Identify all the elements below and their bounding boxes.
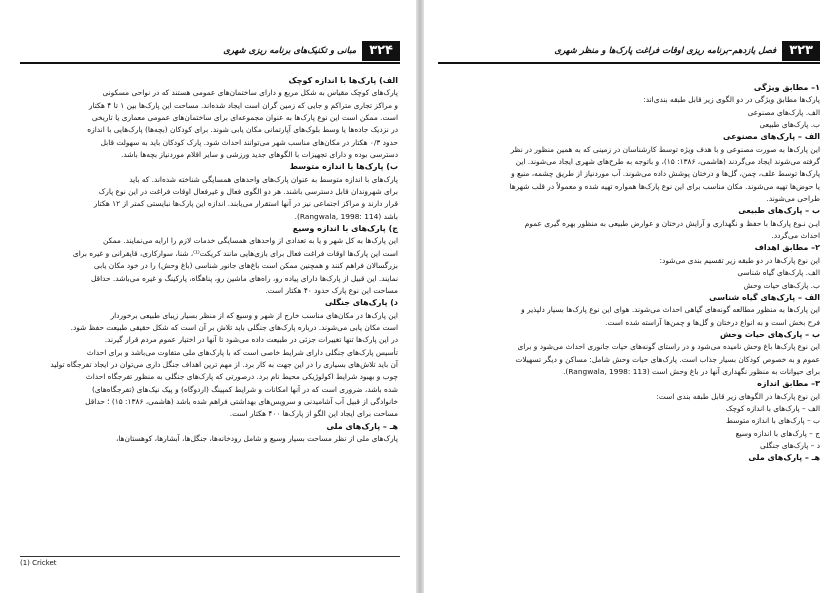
- text-line: فرح بخش است و به انواع درختان و گل‌ها و چمن‌ها آراسته شده است.: [605, 317, 820, 327]
- text-line: شده باشد، ضروری است که در آنها امکانات و شرایط کمپینگ (اردوگاه) و پیک نیک‌های (تفرجگاه‌های): [91, 384, 398, 394]
- text-line: پارک‌های با اندازه متوسط به عنوان پارک‌های واحدهای همسایگی شناخته شده‌اند. که باید: [129, 174, 398, 184]
- text-line: این پارک‌ها در مکان‌های مناسب خارج از شهر و وسیع که از منظر بسیار زیبای طبیعی برخوردار: [110, 310, 398, 320]
- section-heading: ج) پارک‌های با اندازه وسیع: [292, 224, 398, 234]
- text-line: دسترسی بوده و دارای تجهیزات با الگوهای جدید ورزشی و سایر اقلام موردنیاز بچه‌ها باشد.: [121, 150, 398, 160]
- section-heading: ب – پارک‌های حیات وحش: [720, 329, 820, 339]
- text-line: یا حوض‌ها تهیه می‌شوند. مکان مناسب برای این نوع پارک‌ها همواره تهیه شده و معمولاً در قلب شهرها: [509, 181, 820, 191]
- section-heading: هـ – پارک‌های ملی: [748, 453, 820, 463]
- footnote: (1) Cricket: [20, 556, 400, 567]
- text-line: این پارک‌ها به منظور مطالعه گونه‌های گیاهی احداث می‌شوند. هوای این نوع پارک‌ها بسیار دلپذیر و: [521, 305, 820, 315]
- text-line: در نزدیک جاده‌ها یا وسط بلوک‌های آپارتمانی مکان یابی شوند. برای کودکان (بچه‌ها) پارک‌هایی با اندازه: [87, 125, 398, 135]
- text-line: پارک‌ها مطابق ویژگی در دو الگوی زیر قابل طبقه بندی‌اند:: [643, 95, 820, 105]
- right-page-number: ۳۲۳: [782, 41, 820, 61]
- text-line: الف – پارک‌های با اندازه کوچک: [725, 403, 820, 413]
- text-line: مساحت این نوع پارک حدود ۴۰ هکتار است.: [265, 285, 398, 295]
- text-line: بزرگسالان فراهم کنند و همچنین ممکن است باغ‌های جانور شناسی (باغ وحش) را در خود مکان یابی: [93, 261, 398, 271]
- text-line: این نوع پارک‌ها در الگوهای زیر قابل طبقه بندی است:: [656, 391, 820, 401]
- right-page-body: [442, 82, 820, 465]
- text-line: تأسیس پارک‌های جنگلی دارای شرایط خاصی است که با پارک‌های ملی متفاوت می‌باشد و برای احداث: [86, 347, 398, 357]
- text-line: است این پارک‌ها اوقات فراغت فعال برای بازی‌هایی مانند کریکت⁽¹⁾، شنا، سوارکاری، قایقرانی و غیره برای: [72, 248, 398, 258]
- text-line: باشد (Rangwala, 1998: 114).: [294, 211, 398, 221]
- left-page-body: [20, 75, 398, 445]
- text-line: الف. پارک‌های مصنوعی: [747, 107, 820, 117]
- section-heading: ب – پارک‌های طبیعی: [738, 206, 820, 216]
- section-heading: د) پارک‌های جنگلی: [324, 298, 398, 308]
- text-line: گرفته می‌شوند ایجاد می‌گردند (هاشمی، ۱۳۸۶: ۱۵)، و باتوجه به طرح‌های شهری ایجاد می‌شوند. این: [515, 157, 820, 167]
- section-heading: ۲– مطابق اهداف: [754, 243, 820, 253]
- text-line: است مکان یابی می‌شوند. درباره پارک‌های جنگلی باید تلاش بر آن است که شکل حقیقی طبیعت حفظ شود.: [70, 322, 398, 332]
- text-line: در این پارک‌ها تنها تغییرات جزئی در طبیعت داده می‌شود تا آنها در اختیار عموم مردم قرار گیرند.: [104, 335, 398, 345]
- text-line: احداث می‌گردد.: [771, 231, 820, 241]
- right-page: [420, 0, 840, 593]
- text-line: مساحت برای ایجاد این الگو از پارک‌ها ۴۰۰ هکتار است.: [229, 409, 398, 419]
- text-line: پارک‌ها توسط علف، چمن، گل‌ها و درختان پوشش داده می‌شوند. آب موردنیاز از طریق چشمه، منبع و: [511, 169, 820, 179]
- section-heading: ۱– مطابق ویژگی: [753, 83, 820, 92]
- text-line: نمایند. این قبیل از پارک‌ها دارای پیاده رو، راه‌های ماشین رو، پناهگاه، پارکینگ و غیره می‌باشد. حداقل: [90, 273, 398, 283]
- text-line: پارک‌های کوچک مقیاس به شکل مربع و دارای ساختمان‌های عمومی هستند که در نواحی مسکونی: [102, 88, 398, 98]
- text-line: ب. پارک‌های طبیعی: [759, 120, 820, 130]
- text-line: طراحی می‌شوند.: [766, 194, 820, 204]
- section-heading: ب) پارک‌ها با اندازه متوسط: [289, 162, 398, 172]
- section-heading: الف) پارک‌ها با اندازه کوچک: [288, 76, 398, 85]
- text-line: است. ممکن است این نوع پارک‌ها به عنوان مجموعه‌ای برای ساختمان‌های عمومی معماری یا تاریخی: [91, 113, 398, 123]
- left-page-header: [20, 40, 400, 64]
- section-heading: الف – پارک‌های گیاه شناسی: [709, 292, 820, 302]
- text-line: قرار دارند و مراکز اجتماعی نیز در آنها استقرار می‌یابند. اندازه این پارک‌ها نبایستی کمتر از ۱۲ هکتار: [93, 199, 398, 209]
- text-line: عموم و به خصوص کودکان بسیار جذاب است. پارک‌های حیات وحش شامل: مساکن و دیگر تسهیلات: [515, 354, 820, 364]
- text-line: این پارک‌ها به کل شهر و یا به تعدادی از واحدهای همسایگی خدمات لازم را ارایه می‌نمایند. ممکن: [102, 236, 398, 246]
- text-line: ب – پارک‌های با اندازه متوسط: [726, 416, 820, 426]
- text-line: برای شهروندان قابل دسترسی باشند. هر دو الگوی فعال و غیرفعال اوقات فراغت در این نوع پارک: [98, 187, 398, 197]
- text-line: د – پارک‌های جنگلی: [760, 440, 820, 450]
- text-line: الف. پارک‌های گیاه شناسی: [737, 268, 820, 278]
- text-line: ب. پارک‌های حیات وحش: [743, 280, 820, 290]
- text-line: این نوع پارک‌ها باغ وحش نامیده می‌شود و در راستای گونه‌های حیات جانوری احداث می‌شود و برای: [517, 342, 820, 352]
- text-line: ج – پارک‌های با اندازه وسیع: [735, 428, 820, 438]
- text-line: این نوع پارک‌ها در دو طبقه زیر تقسیم بندی می‌شود:: [659, 255, 820, 265]
- text-line: ایـن نـوع پارک‌ها با حفظ و نگهداری و آرایش درختان و عوارض طبیعی به منظور بهره گیری عموم: [524, 218, 820, 228]
- section-heading: هـ – پارک‌های ملی: [326, 421, 398, 431]
- text-line: خانوادگی از قبیل آب آشامیدنی و سرویس‌های بهداشتی فراهم شده باشد (هاشمی، ۱۳۸۶: ۱۵) ؛ حداقل: [85, 396, 398, 406]
- section-heading: الف – پارک‌های مصنوعی: [723, 132, 820, 142]
- text-line: حدود ۰/۳ هکتار در مکان‌های مناسب شهر می‌توانند احداث شود. پارک کودکان باید به سهولت قابل: [100, 137, 398, 147]
- text-line: پارک‌های ملی از نظر مساحت بسیار وسیع و شامل رودخانه‌ها، جنگل‌ها، آبشارها، کوهستان‌ها،: [116, 433, 398, 443]
- text-line: برای حیوانات به منظور نگهداری آنها در باغ وحش است (Rangwala, 1998: 113).: [563, 366, 820, 376]
- text-line: چوب و بهبود شرایط اکولوژیکی محیط نام برد. درصورتی که پارک‌های جنگلی به منظور تفرجگاه احداث: [85, 372, 398, 382]
- text-line: آن باید تلاش‌های بسیاری را در این جهت به کار برد. از مهم ترین اهداف جنگل داری می‌توان در ایجاد تفرجگاه تولید: [50, 359, 398, 369]
- left-page-number: ۳۲۴: [362, 41, 400, 61]
- text-line: و مراکز تجاری متراکم و جایی که زمین گران است ایجاد شده‌اند. مساحت این پارک‌ها بین ۱ تا ۴ هکتار: [88, 100, 398, 110]
- text-line: این پارک‌ها به صورت مصنوعی و با هدف ویژه توسط کارشناسان در زمینی که به همین منظور در نظر: [510, 144, 820, 154]
- right-page-header: [438, 40, 820, 64]
- left-page-header-title: مبانی و تکنیک‌های برنامه ریزی شهری: [223, 46, 357, 56]
- right-page-header-title: فصل یازدهم–برنامه ریزی اوقات فراغت پارک‌ها و منظر شهری: [554, 46, 777, 56]
- section-heading: ۳– مطابق اندازه: [757, 379, 820, 389]
